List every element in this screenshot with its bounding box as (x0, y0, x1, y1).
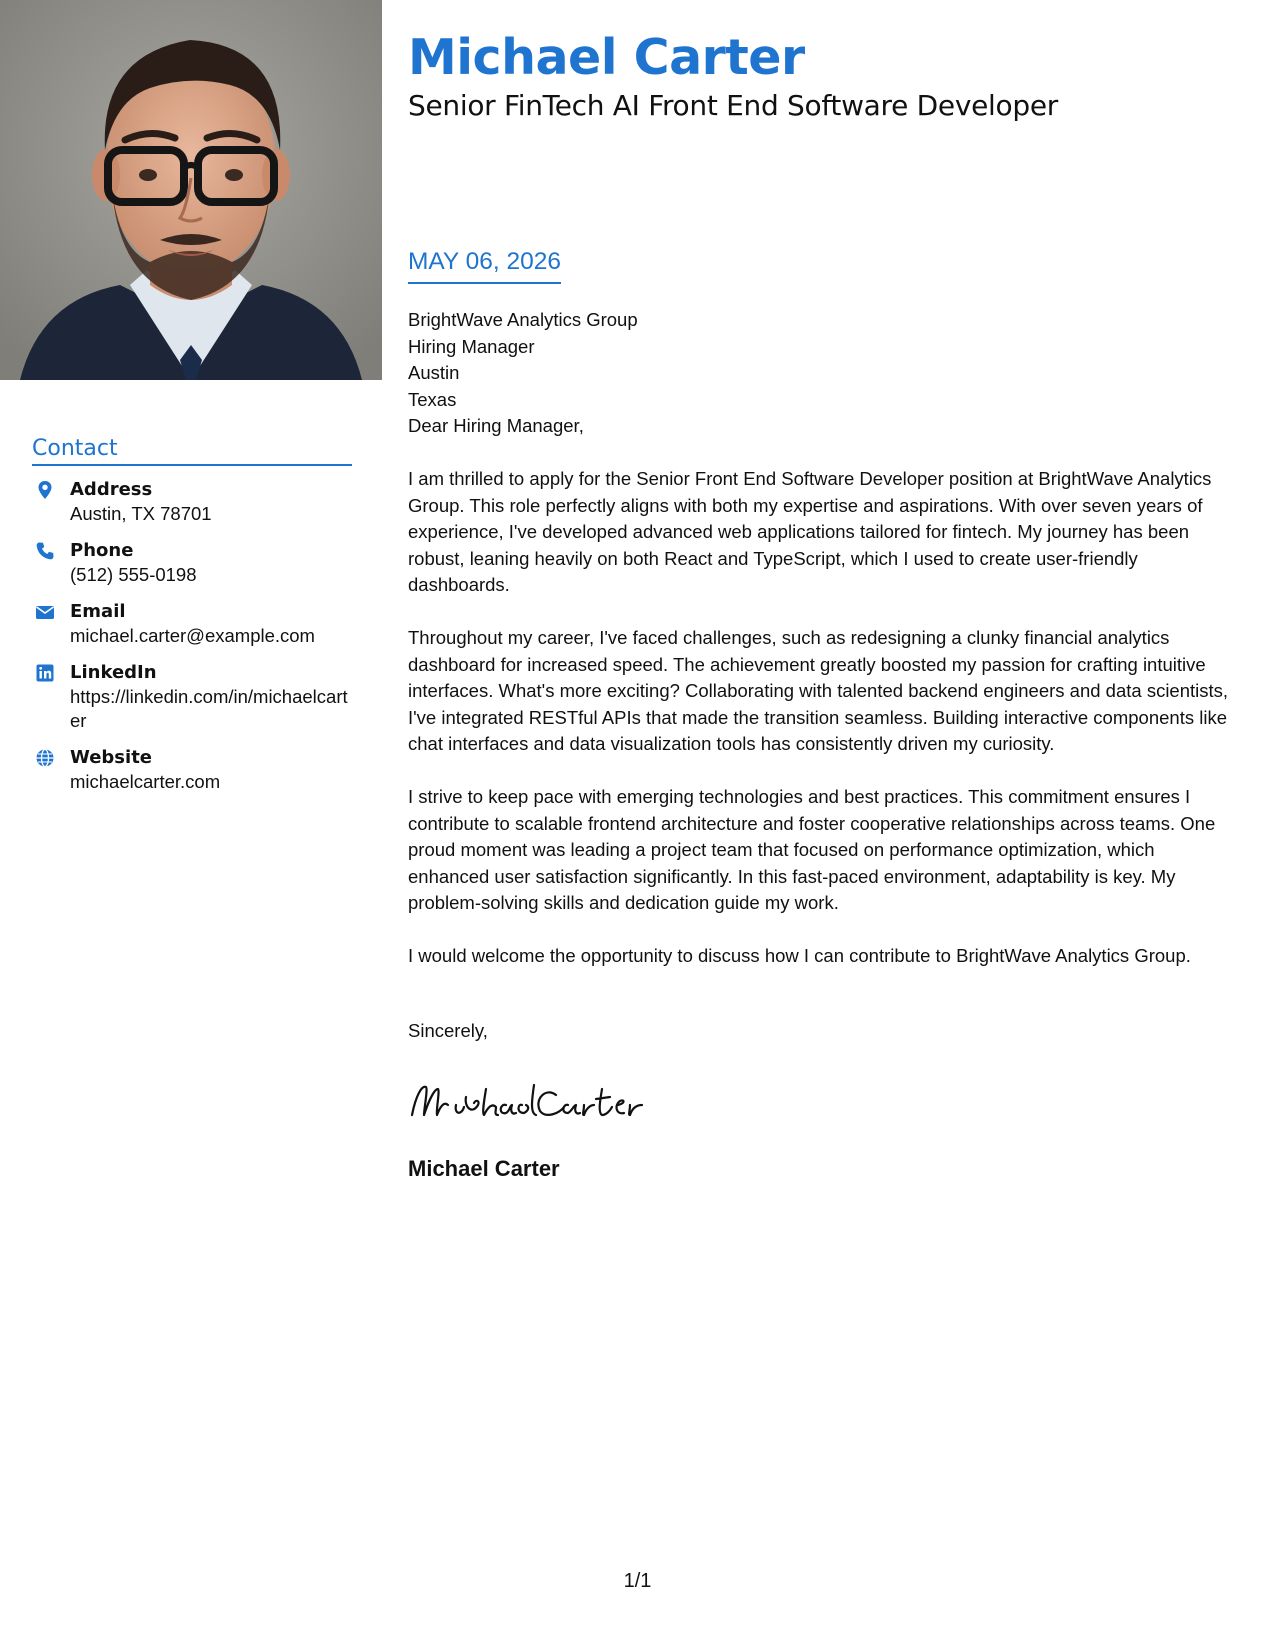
contact-phone (32, 539, 352, 587)
contact-section (32, 436, 352, 807)
phone-value: (512) 555-0198 (70, 564, 197, 585)
contact-heading: Contact (32, 436, 352, 466)
paragraph-3: I strive to keep pace with emerging technologies and best practices. This commitment ensures I contribute to scalable frontend architecture and foster cooperative relationships across teams. One proud moment was leading a project team that focused on performance optimization, which enhanced user satisfaction significantly. In this fast-paced environment, adaptability is key. My problem-solving skills and dedication guide my work. (408, 786, 1216, 913)
contact-email (32, 600, 352, 648)
letter-date: MAY 06, 2026 (408, 248, 561, 284)
letter-body (408, 307, 1238, 970)
page-number: 1/1 (623, 1570, 652, 1592)
contact-linkedin (32, 661, 352, 733)
linkedin-label: LinkedIn (70, 662, 157, 683)
website-label: Website (70, 747, 153, 768)
paragraph-1: I am thrilled to apply for the Senior Front End Software Developer position at BrightWave Analytics Group. This role perfectly aligns with both my expertise and aspirations. With over seven years of experience, I've developed advanced web applications tailored for fintech. My journey has been robust, leaning heavily on both React and TypeScript, which I used to create user-friendly dashboards. (408, 468, 1212, 595)
profile-photo (0, 0, 382, 380)
website-value[interactable]: michaelcarter.com (70, 771, 221, 792)
paragraph-2: Throughout my career, I've faced challenges, such as redesigning a clunky financial analytics dashboard for increased speed. The achievement greatly boosted my passion for crafting intuitive interfaces. What's more exciting? Collaborating with talented backend engineers and data scientists, I've integrated RESTful APIs that made the transition seamless. Building interactive components like chat interfaces and data visualization tools has consistently driven my curiosity. (408, 627, 1229, 754)
map-pin-icon (32, 478, 70, 526)
closing: Sincerely, (408, 1020, 488, 1041)
salutation: Dear Hiring Manager, (408, 415, 584, 436)
phone-icon (32, 539, 70, 587)
header (408, 28, 1248, 124)
address-value: Austin, TX 78701 (70, 503, 212, 524)
email-label: Email (70, 601, 126, 622)
linkedin-icon (32, 661, 70, 733)
envelope-icon (32, 600, 70, 648)
recipient-city: Austin (408, 362, 460, 383)
signer-name: Michael Carter (408, 1156, 560, 1181)
recipient-state: Texas (408, 388, 457, 410)
contact-website (32, 746, 352, 794)
applicant-name: Michael Carter (408, 29, 805, 86)
contact-address (32, 478, 352, 526)
job-title: Senior FinTech AI Front End Software Developer (408, 89, 1058, 122)
linkedin-value[interactable]: https://linkedin.com/in/michaelcarter (70, 686, 348, 731)
paragraph-4: I would welcome the opportunity to discuss how I can contribute to BrightWave Analytics Group. (408, 945, 1191, 966)
recipient-role: Hiring Manager (408, 335, 535, 357)
globe-icon (32, 746, 70, 794)
recipient-company: BrightWave Analytics Group (408, 309, 638, 330)
signature-image (406, 1075, 646, 1125)
phone-label: Phone (70, 540, 134, 561)
email-value[interactable]: michael.carter@example.com (70, 625, 315, 646)
address-label: Address (70, 479, 153, 500)
